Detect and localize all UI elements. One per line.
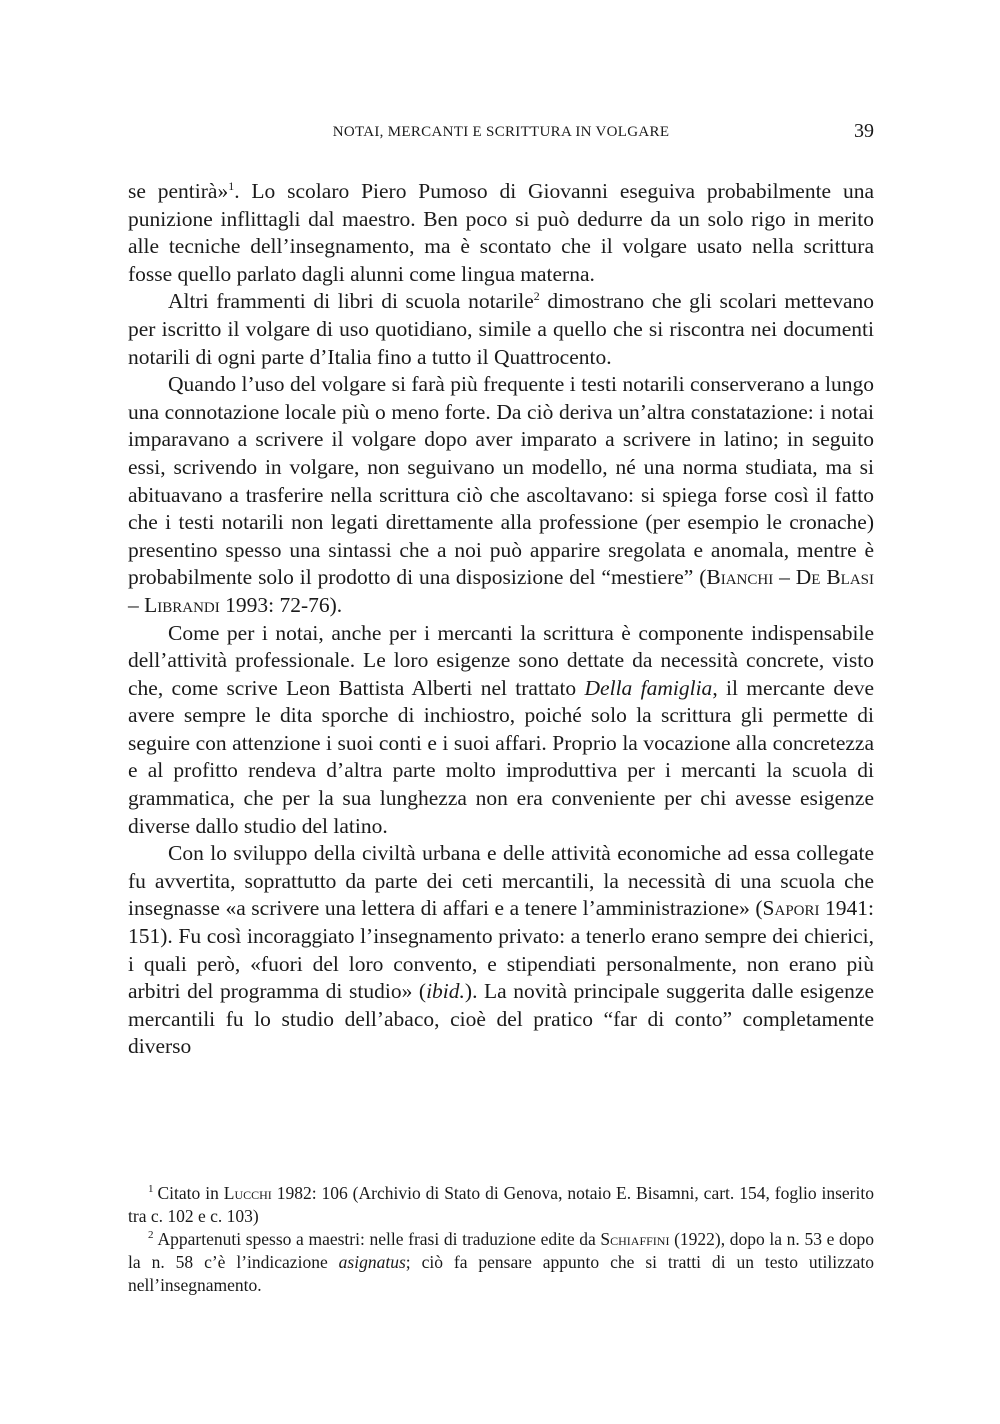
latin-term: asignatus bbox=[338, 1252, 406, 1272]
footnote-1 bbox=[128, 1182, 874, 1228]
text-run: Con lo sviluppo della civiltà urbana e delle attività economiche ad essa collegate fu avvertita, soprattutto da parte dei ceti mercantili, la necessità di una scuola che insegnasse «a scrivere una lettera di affari e a tenere l’amministrazione» ( bbox=[128, 841, 874, 921]
page-number: 39 bbox=[854, 120, 874, 142]
text-run: ). La novità principale suggerita dalle esigenze mercantili fu lo studio dell’abaco, cioè del pratico “far di conto” completamente diverso bbox=[128, 979, 874, 1059]
footnote-number: 2 bbox=[148, 1229, 154, 1242]
text-run: Come per i notai, anche per i mercanti la scrittura è componente indispensabile dell’attività professionale. Le loro esigenze sono dettate da necessità concrete, visto che, come scrive Leon Battista Alberti nel trattato bbox=[128, 620, 874, 700]
citation-author: Schiaffini bbox=[600, 1229, 670, 1249]
paragraph-5 bbox=[128, 840, 874, 1061]
text-run: 1941: 151). Fu così incoraggiato l’insegnamento privato: a tenerlo erano sempre dei chierici, i quali però, «fuori del loro convento, e stipendiati personalmente, non erano più arbitri del programma di studio» ( bbox=[128, 896, 874, 1004]
text-run: 1993: 72-76). bbox=[219, 592, 343, 617]
ibid-abbrev: ibid. bbox=[426, 979, 465, 1004]
text-run: – bbox=[773, 565, 796, 590]
text-run: 1982: 106 (Archivio di Stato di Genova, notaio E. Bisamni, cart. 154, foglio inserito tra c. 102 e c. 103) bbox=[128, 1183, 874, 1226]
paragraph-4 bbox=[128, 620, 874, 841]
text-run: (1922), dopo la n. 53 e dopo la n. 58 c’è l’indicazione bbox=[128, 1229, 874, 1272]
text-run: Appartenuti spesso a maestri: nelle frasi di traduzione edite da bbox=[157, 1229, 601, 1249]
footnote-number: 1 bbox=[148, 1183, 154, 1196]
text-run: Citato in bbox=[157, 1183, 224, 1203]
footnote-ref-2[interactable]: 2 bbox=[533, 289, 540, 304]
paragraph-2 bbox=[128, 288, 874, 371]
text-run: Altri frammenti di libri di scuola notarile bbox=[168, 289, 534, 314]
body-text bbox=[128, 178, 874, 1061]
citation-author: Lucchi bbox=[223, 1183, 272, 1203]
text-run: , il mercante deve avere sempre le dita sporche di inchiostro, poiché solo la scrittura gli permette di seguire con attenzione i suoi conti e i suoi affari. Proprio la vocazione alla concretezza e al profitto rendeva d’altra parte molto improduttiva per i mercanti la scuola di grammatica, che per la sua lunghezza non era conveniente per chi avesse esigenze diverse dallo studio del latino. bbox=[128, 675, 875, 838]
citation-author: Bianchi bbox=[706, 565, 774, 590]
footnotes bbox=[128, 1182, 874, 1297]
footnote-ref-1[interactable]: 1 bbox=[228, 178, 235, 193]
text-run: dimostrano che gli scolari mettevano per iscritto il volgare di uso quotidiano, simile a quello che si riscontra nei documenti notarili di ogni parte d’Italia fino a tutto il Quattrocento. bbox=[128, 289, 874, 369]
citation-author: De Blasi bbox=[795, 565, 874, 590]
text-run: Quando l’uso del volgare si farà più frequente i testi notarili conserverano a lungo una connotazione locale più o meno forte. Da ciò deriva un’altra constatazione: i notai imparavano a scrivere il volgare dopo aver imparato a scrivere in latino; in seguito essi, scrivendo in volgare, non seguivano un modello, né una norma studiata, ma si abituavano a trasferire nella scrittura ciò che ascoltavano: si spiega forse così il fatto che i testi notarili non legati direttamente alla professione (per esempio le cronache) presentino spesso una sintassi che a noi può apparire sregolata e anomala, mentre è probabilmente solo il prodotto di una disposizione del “mestiere” ( bbox=[128, 372, 874, 590]
text-run: . Lo scolaro Piero Pumoso di Giovanni eseguiva probabilmente una punizione inflittagli dal maestro. Ben poco si può dedurre da un solo rigo in merito alle tecniche dell’insegnamento, ma è scontato che il volgare usato nella scrittura fosse quello parlato dagli alunni come lingua materna. bbox=[128, 179, 874, 286]
paragraph-1 bbox=[128, 178, 874, 288]
running-head bbox=[128, 120, 874, 148]
citation-author: Sapori bbox=[762, 896, 820, 921]
footnote-2 bbox=[128, 1228, 874, 1297]
text-run: ; ciò fa pensare appunto che si tratti di un testo utilizzato nell’insegnamento. bbox=[128, 1252, 874, 1295]
running-title: NOTAI, MERCANTI E SCRITTURA IN VOLGARE bbox=[332, 124, 670, 140]
paragraph-3 bbox=[128, 371, 874, 619]
work-title: Della famiglia bbox=[584, 675, 713, 700]
text-run: se pentirà» bbox=[128, 179, 229, 203]
text-run: – bbox=[128, 592, 145, 617]
citation-author: Librandi bbox=[144, 592, 220, 617]
